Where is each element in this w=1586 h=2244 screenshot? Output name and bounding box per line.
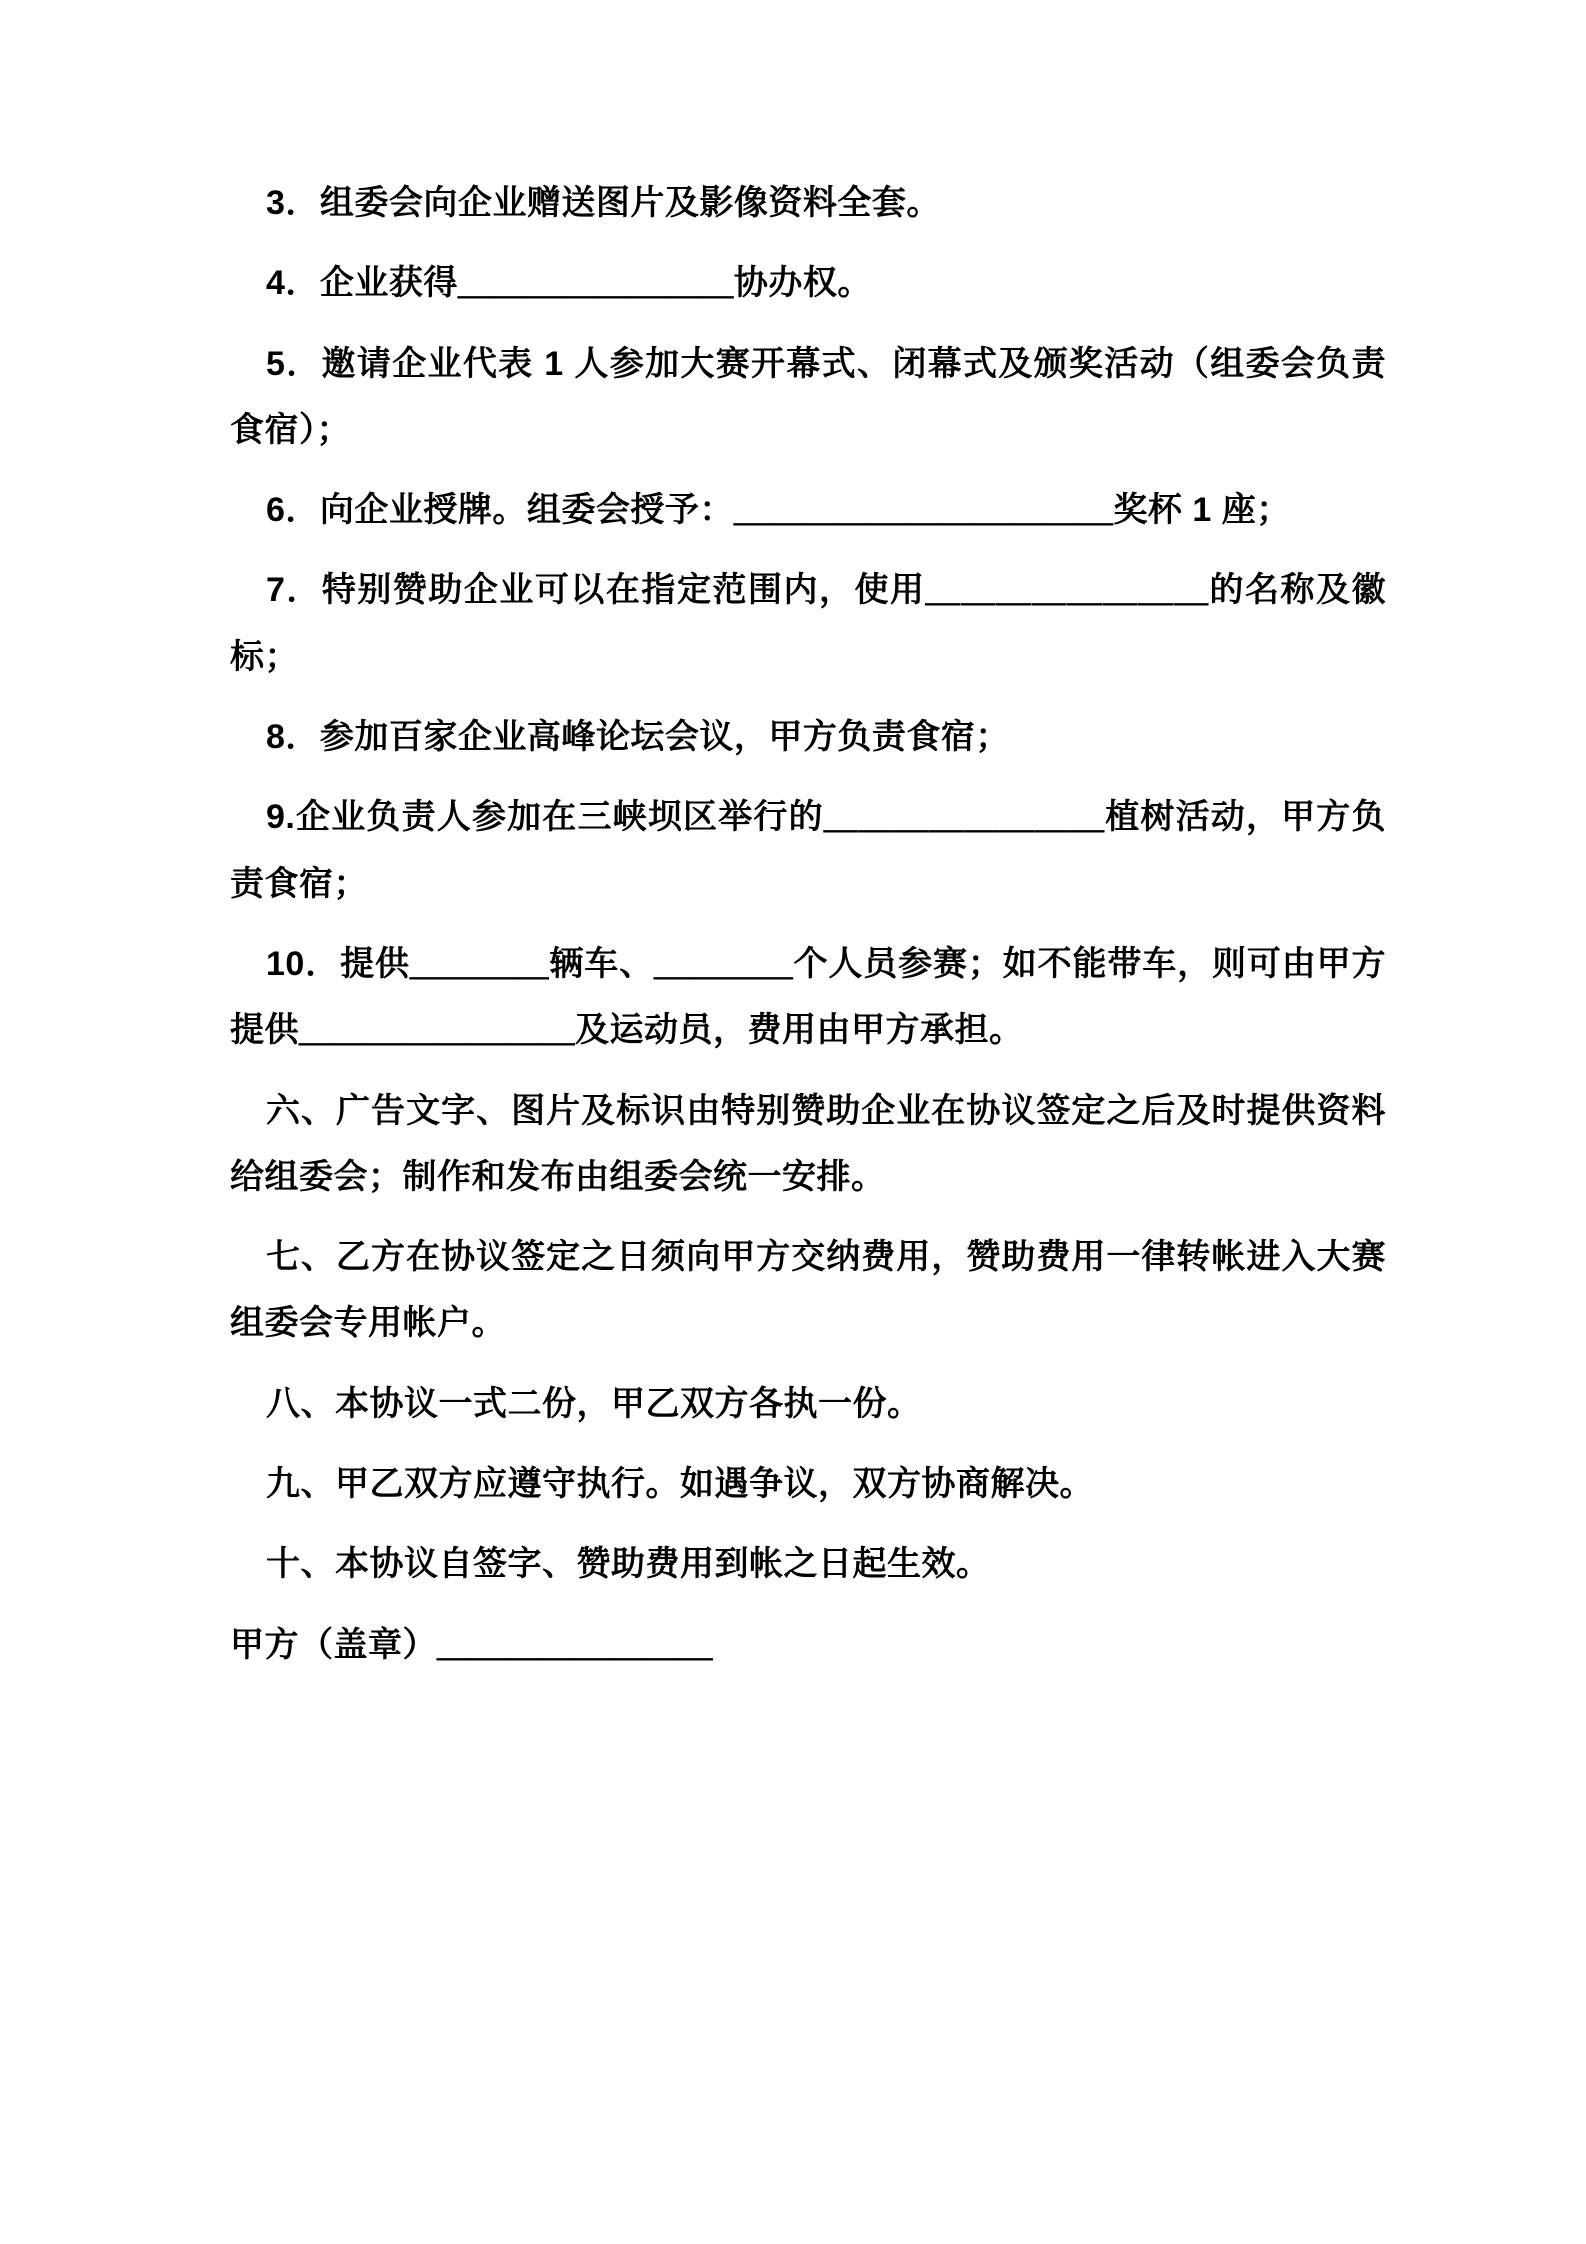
signature-line-party-a: 甲方（盖章）＿＿＿＿＿＿＿＿	[230, 1625, 713, 1664]
paragraph-item-7: 7．特别赞助企业可以在指定范围内，使用＿＿＿＿＿＿＿＿的名称及徽标；	[230, 571, 1386, 676]
paragraph-article-10: 十、本协议自签字、赞助费用到帐之日起生效。	[266, 1545, 991, 1584]
paragraph-article-9: 九、甲乙双方应遵守执行。如遇争议，双方协商解决。	[266, 1465, 1094, 1504]
paragraph-item-3: 3．组委会向企业赠送图片及影像资料全套。	[266, 184, 941, 222]
paragraph-item-10: 10．提供＿＿＿＿辆车、＿＿＿＿个人员参赛；如不能带车，则可由甲方提供＿＿＿＿＿＿＿＿及运动员，费用由甲方承担。	[230, 944, 1386, 1050]
paragraph-item-4: 4．企业获得＿＿＿＿＿＿＿＿协办权。	[266, 264, 872, 303]
paragraph-item-9: 9.企业负责人参加在三峡坝区举行的＿＿＿＿＿＿＿＿植树活动，甲方负责食宿；	[230, 798, 1386, 903]
paragraph-item-6: 6．向企业授牌。组委会授予：＿＿＿＿＿＿＿＿＿＿＿奖杯 1 座；	[266, 491, 1291, 530]
paragraph-item-5: 5．邀请企业代表 1 人参加大赛开幕式、闭幕式及颁奖活动（组委会负责食宿）；	[230, 344, 1386, 449]
paragraph-article-7: 七、乙方在协议签定之日须向甲方交纳费用，赞助费用一律转帐进入大赛组委会专用帐户。	[230, 1238, 1386, 1343]
paragraph-article-6: 六、广告文字、图片及标识由特别赞助企业在协议签定之后及时提供资料给组委会；制作和发布由组委会统一安排。	[230, 1091, 1386, 1196]
document-text-body	[230, 170, 1386, 1678]
paragraph-item-8: 8．参加百家企业高峰论坛会议，甲方负责食宿；	[266, 718, 1010, 757]
paragraph-article-8: 八、本协议一式二份，甲乙双方各执一份。	[266, 1384, 922, 1423]
